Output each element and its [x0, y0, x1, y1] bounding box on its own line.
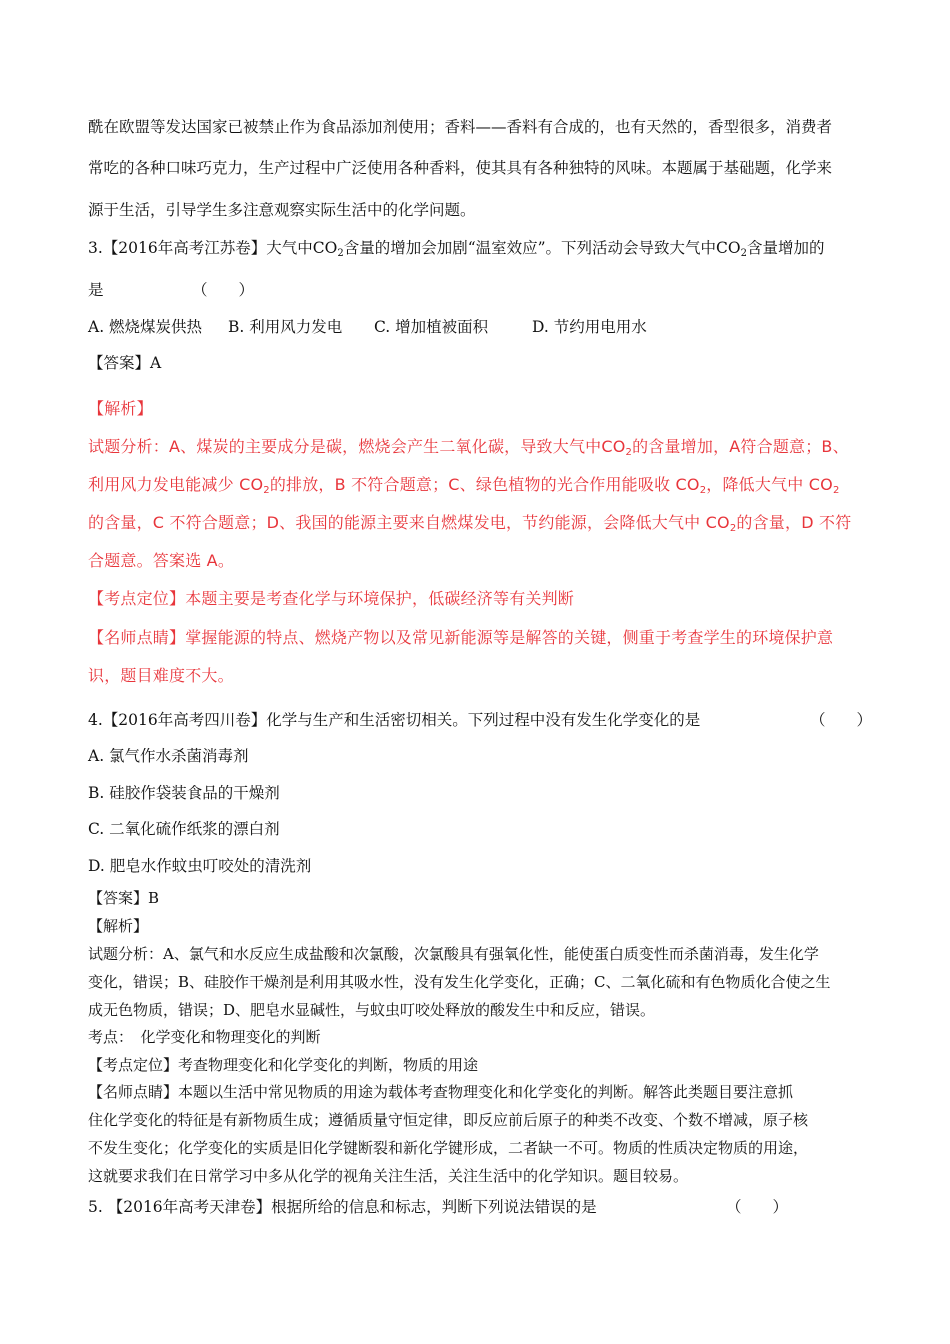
q3-analysis-line-2 [88, 475, 840, 495]
q5-stem: 5. 【2016年高考天津卷】根据所给的信息和标志，判断下列说法错误的是 [88, 1198, 597, 1216]
q3-stem-part: 大气中CO [266, 239, 338, 257]
analysis-text: 的含量，C 不符合题意；D、我国的能源主要来自燃煤发电，节约能源，会降低大气中 CO [88, 513, 730, 532]
q3-options [88, 317, 647, 337]
q4-stem: 4.【2016年高考四川卷】化学与生产和生活密切相关。下列过程中没有发生化学变化的是 [88, 711, 701, 729]
q4-option-a: A. 氯气作水杀菌消毒剂 [88, 747, 249, 765]
analysis-text: 试题分析：A、煤炭的主要成分是碳，燃烧会产生二氧化碳，导致大气中CO [88, 437, 626, 456]
q3-source: 【2016年高考江苏卷】 [102, 239, 267, 257]
intro-line-3: 源于生活，引导学生多注意观察实际生活中的化学问题。 [88, 201, 476, 219]
q3-kaodian: 【考点定位】本题主要是考查化学与环境保护，低碳经济等有关判断 [88, 589, 575, 608]
q3-stem-part: 含量增加的 [747, 239, 825, 257]
q3-mingshi-line-2: 识，题目难度不大。 [88, 666, 234, 685]
q3-analysis-line-4: 合题意。答案选 A。 [88, 551, 235, 570]
q4-mingshi-line-1: 【名师点睛】本题以生活中常见物质的用途为载体考查物理变化和化学变化的判断。解答此类题目要注意抓 [88, 1083, 794, 1101]
q3-option-b: B. 利用风力发电 [228, 318, 343, 336]
intro-line-2: 常吃的各种口味巧克力，生产过程中广泛使用各种香料，使其具有各种独特的风味。本题属于基础题，化学来 [88, 159, 833, 177]
subscript: 2 [699, 485, 707, 496]
q3-answer: 【答案】A [88, 354, 162, 372]
analysis-text: 的排放，B 不符合题意；C、绿色植物的光合作用能吸收 CO [269, 475, 700, 494]
q5-answer-parentheses: （ ） [726, 1198, 789, 1216]
q4-mingshi-line-4: 这就要求我们在日常学习中多从化学的视角关注生活，关注生活中的化学知识。题目较易。 [88, 1167, 689, 1185]
q4-kaodian-plain: 考点： 化学变化和物理变化的判断 [88, 1028, 321, 1046]
q4-analysis-line-2: 变化，错误；B、硅胶作干燥剂是利用其吸水性，没有发生化学变化，正确；C、二氧化硫和有色物质化合使之生 [88, 973, 831, 991]
q4-option-b: B. 硅胶作袋装食品的干燥剂 [88, 784, 280, 802]
q3-option-a: A. 燃烧煤炭供热 [88, 318, 203, 336]
q3-analysis-line-3 [88, 513, 851, 533]
analysis-text: ，降低大气中 CO [706, 475, 833, 494]
subscript: 2 [729, 523, 737, 534]
q3-mingshi-line-1: 【名师点睛】掌握能源的特点、燃烧产物以及常见新能源等是解答的关键，侧重于考查学生的环境保护意 [88, 628, 834, 647]
q4-option-c: C. 二氧化硫作纸浆的漂白剂 [88, 820, 280, 838]
q4-analysis-heading: 【解析】 [88, 917, 149, 935]
intro-line-1: 酰在欧盟等发达国家已被禁止作为食品添加剂使用；香料——香料有合成的，也有天然的，香型很多，消费者 [88, 118, 833, 136]
q3-stem-line-1 [88, 238, 825, 258]
subscript: 2 [832, 485, 840, 496]
subscript: 2 [740, 248, 747, 259]
q3-analysis-heading: 【解析】 [88, 399, 153, 418]
q4-analysis-line-1: 试题分析：A、氯气和水反应生成盐酸和次氯酸，次氯酸具有强氧化性，能使蛋白质变性而杀菌消毒，发生化学 [88, 945, 819, 963]
subscript: 2 [337, 248, 344, 259]
q4-analysis-line-3: 成无色物质，错误；D、肥皂水显碱性，与蚊虫叮咬处释放的酸发生中和反应，错误。 [88, 1001, 656, 1019]
q3-stem-line-2: 是 [88, 281, 104, 299]
subscript: 2 [625, 447, 633, 458]
analysis-text: 的含量，D 不符 [736, 513, 852, 532]
analysis-text: 的含量增加，A符合题意；B、 [632, 437, 849, 456]
q3-answer-parentheses: （ ） [192, 281, 255, 299]
analysis-text: 利用风力发电能减少 CO [88, 475, 264, 494]
q4-answer: 【答案】B [88, 889, 160, 907]
q4-option-d: D. 肥皂水作蚊虫叮咬处的清洗剂 [88, 857, 312, 875]
q3-stem-part: 含量的增加会加剧“温室效应”。下列活动会导致大气中CO [343, 239, 741, 257]
q3-analysis-line-1 [88, 437, 849, 457]
q4-mingshi-line-3: 不发生变化；化学变化的实质是旧化学键断裂和新化学键形成，二者缺一不可。物质的性质决定物质的用途， [88, 1139, 809, 1157]
q3-option-c: C. 增加植被面积 [374, 318, 489, 336]
q4-answer-parentheses: （ ） [810, 711, 873, 729]
q4-kaodian: 【考点定位】考查物理变化和化学变化的判断，物质的用途 [88, 1056, 479, 1074]
subscript: 2 [263, 485, 270, 496]
q3-option-d: D. 节约用电用水 [532, 318, 647, 336]
q3-number: 3. [88, 239, 103, 257]
q4-mingshi-line-2: 住化学变化的特征是有新物质生成；遵循质量守恒定律，即反应前后原子的种类不改变、个数不增减，原子核 [88, 1111, 809, 1129]
